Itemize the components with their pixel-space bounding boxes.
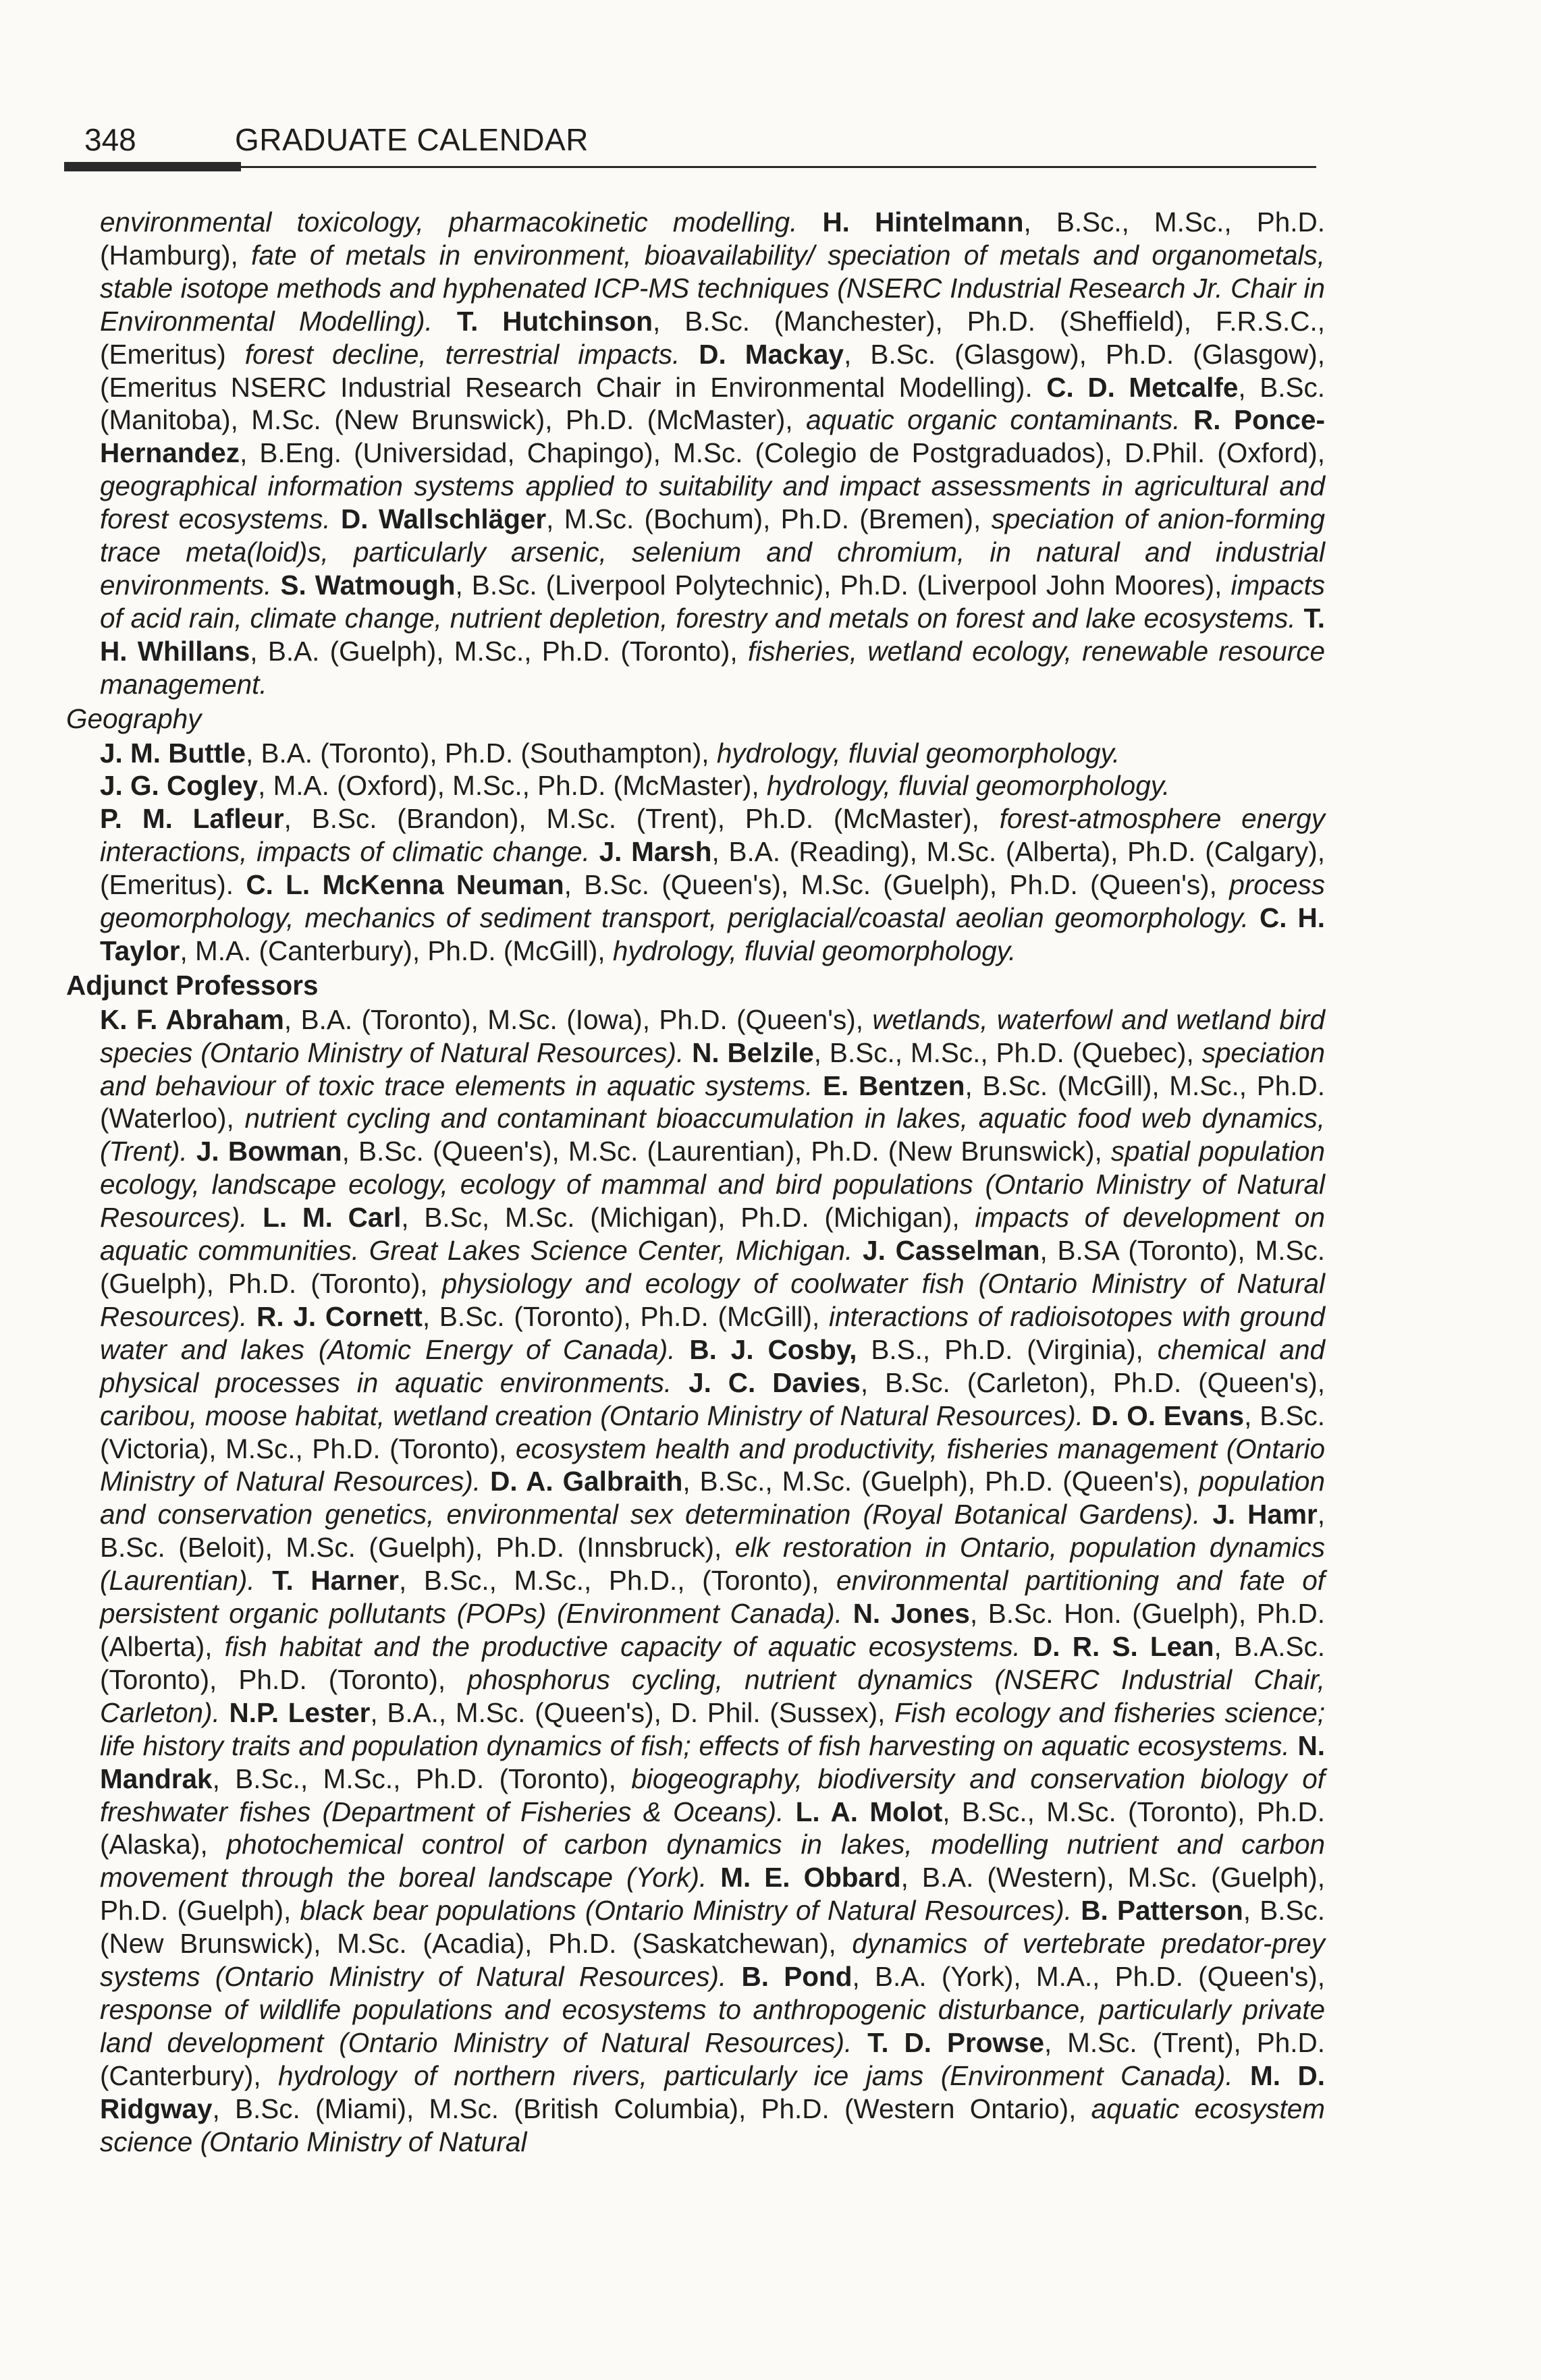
faculty-research: hydrology, fluvial geomorphology. xyxy=(766,770,1170,802)
faculty-credentials: , B.Sc. (McGill), M.Sc., Ph.D. (Waterloo), xyxy=(100,1070,1325,1134)
faculty-research: Fish ecology and fisheries science; life history traits and population dynamics of fish; effects of fish harvesting on aquatic ecosystems. xyxy=(100,1696,1325,1761)
faculty-name: D. Mackay xyxy=(699,338,844,370)
geography-paragraph xyxy=(66,737,1325,968)
faculty-credentials: , M.A. (Canterbury), Ph.D. (McGill), xyxy=(180,935,613,966)
faculty-name: B. J. Cosby, xyxy=(689,1333,857,1365)
lead-research-text: environmental toxicology, pharmacokinetic modelling. xyxy=(100,206,798,238)
faculty-name: D. Wallschläger xyxy=(341,503,547,535)
faculty-research: aquatic organic contaminants. xyxy=(806,404,1181,436)
faculty-entry xyxy=(100,1697,1325,1761)
faculty-research: dynamics of vertebrate predator-prey systems (Ontario Ministry of Natural Resources). xyxy=(100,1928,1325,1993)
faculty-research: geographical information systems applied to suitability and impact assessments in agricultural and forest ecosystems. xyxy=(100,470,1325,535)
faculty-research: population and conservation genetics, environmental sex determination (Royal Botanical Gardens). xyxy=(100,1466,1325,1530)
header-rule xyxy=(64,166,1316,168)
faculty-credentials: , B.Sc. (Toronto), Ph.D. (McGill), xyxy=(422,1300,830,1332)
faculty-credentials: , B.Sc., M.Sc. (Guelph), Ph.D. (Queen's), xyxy=(682,1466,1199,1497)
faculty-name: E. Bentzen xyxy=(822,1070,965,1101)
entries-adjunct xyxy=(100,1004,1325,2157)
faculty-name: C. D. Metcalfe xyxy=(1046,371,1239,403)
faculty-name: T. H. Whillans xyxy=(100,602,1325,667)
faculty-research: impacts of acid rain, climate change, nutrient depletion, forestry and metals on forest and lake ecosystems. xyxy=(100,569,1325,634)
faculty-research: speciation and behaviour of toxic trace elements in aquatic systems. xyxy=(100,1036,1326,1101)
faculty-credentials: , B.Sc. (Queen's), M.Sc. (Laurentian), Ph.D. (New Brunswick), xyxy=(342,1136,1111,1167)
faculty-credentials: , B.A. (Guelph), M.Sc., Ph.D. (Toronto), xyxy=(250,635,748,667)
faculty-credentials: , B.Sc. (Manitoba), M.Sc. (New Brunswick), Ph.D. (McMaster), xyxy=(100,371,1325,436)
faculty-name: D. O. Evans xyxy=(1091,1400,1245,1431)
faculty-entry xyxy=(100,770,1170,801)
running-head: GRADUATE CALENDAR xyxy=(235,122,589,157)
faculty-name: R. Ponce-Hernandez xyxy=(100,404,1325,469)
faculty-credentials: , B.Sc., M.Sc. (Toronto), Ph.D. (Alaska), xyxy=(100,1796,1325,1860)
faculty-name: M. E. Obbard xyxy=(720,1862,901,1893)
faculty-paragraph-continued xyxy=(66,206,1325,701)
faculty-credentials: , B.Sc. (Liverpool Polytechnic), Ph.D. (Liverpool John Moores), xyxy=(455,569,1231,601)
faculty-name: C. L. McKenna Neuman xyxy=(246,869,564,901)
faculty-name: J. C. Davies xyxy=(688,1366,861,1398)
faculty-name: J. G. Cogley xyxy=(100,770,259,802)
faculty-research: interactions of radioisotopes with ground water and lakes (Atomic Energy of Canada). xyxy=(100,1300,1325,1365)
faculty-credentials: , B.SA (Toronto), M.Sc. (Guelph), Ph.D. (Toronto), xyxy=(100,1235,1325,1299)
faculty-credentials: , B.Sc., M.Sc., Ph.D. (Quebec), xyxy=(813,1036,1202,1068)
faculty-name: N. Belzile xyxy=(692,1036,814,1068)
faculty-research: spatial population ecology, landscape ecology, ecology of mammal and bird populations (Ontario Ministry of Natural Resources). xyxy=(100,1136,1325,1234)
faculty-name: T. Harner xyxy=(272,1565,399,1597)
faculty-credentials: , B.Sc. (New Brunswick), M.Sc. (Acadia), Ph.D. (Saskatchewan), xyxy=(100,1895,1325,1960)
faculty-name: J. Hamr xyxy=(1212,1499,1318,1530)
faculty-research: photochemical control of carbon dynamics in lakes, modelling nutrient and carbon movement through the boreal landscape (York). xyxy=(100,1829,1325,1893)
faculty-research: wetlands, waterfowl and wetland bird species (Ontario Ministry of Natural Resources). xyxy=(100,1003,1325,1068)
faculty-credentials: , B.Sc. (Queen's), M.Sc. (Guelph), Ph.D. (Queen's), xyxy=(564,869,1230,901)
faculty-credentials: , B.A. (Reading), M.Sc. (Alberta), Ph.D. (Calgary), (Emeritus). xyxy=(100,836,1325,901)
faculty-credentials: , M.Sc. (Bochum), Ph.D. (Bremen), xyxy=(546,503,992,535)
faculty-name: B. Patterson xyxy=(1081,1895,1243,1927)
faculty-research: ecosystem health and productivity, fisheries management (Ontario Ministry of Natural Resources). xyxy=(100,1433,1325,1497)
faculty-name: J. Bowman xyxy=(196,1136,342,1167)
faculty-research: aquatic ecosystem science (Ontario Ministry of Natural xyxy=(100,2093,1326,2157)
faculty-name: R. J. Cornett xyxy=(256,1300,423,1332)
faculty-name: J. Casselman xyxy=(863,1235,1040,1267)
faculty-credentials: B.S., Ph.D. (Virginia), xyxy=(857,1333,1158,1365)
faculty-credentials: , B.A., M.Sc. (Queen's), D. Phil. (Sussex), xyxy=(370,1696,895,1728)
faculty-name: C. H. Taylor xyxy=(100,902,1325,966)
faculty-credentials: , M.Sc. (Trent), Ph.D. (Canterbury), xyxy=(100,2026,1325,2091)
faculty-name: P. M. Lafleur xyxy=(100,803,284,835)
faculty-name: N.P. Lester xyxy=(229,1696,371,1728)
entries-intro xyxy=(100,206,1325,700)
faculty-credentials: , B.Sc., M.Sc., Ph.D. (Hamburg), xyxy=(100,206,1325,271)
faculty-credentials: , B.Sc. (Beloit), M.Sc. (Guelph), Ph.D. (Innsbruck), xyxy=(100,1499,1325,1563)
faculty-credentials: , B.A. (Toronto), M.Sc. (Iowa), Ph.D. (Queen's), xyxy=(283,1003,873,1035)
faculty-name: S. Watmough xyxy=(280,569,456,601)
faculty-name: D. A. Galbraith xyxy=(490,1466,683,1497)
page-number: 348 xyxy=(84,122,136,157)
faculty-credentials: , B.Sc. (Carleton), Ph.D. (Queen's), xyxy=(860,1366,1325,1398)
faculty-name: L. M. Carl xyxy=(263,1202,402,1234)
faculty-credentials: , B.Sc. (Glasgow), Ph.D. (Glasgow), (Emeritus NSERC Industrial Research Chair in Environmental Modelling). xyxy=(100,338,1325,403)
section-heading-adjunct: Adjunct Professors xyxy=(66,969,319,1001)
entries-geography xyxy=(100,738,1325,966)
faculty-entry xyxy=(100,570,1325,634)
faculty-credentials: , B.Sc. (Manchester), Ph.D. (Sheffield), F.R.S.C., (Emeritus) xyxy=(100,305,1325,370)
faculty-research: physiology and ecology of coolwater fish (Ontario Ministry of Natural Resources). xyxy=(100,1268,1325,1332)
faculty-credentials: , B.Sc. (Miami), M.Sc. (British Columbia), Ph.D. (Western Ontario), xyxy=(212,2093,1091,2124)
faculty-credentials: , B.A. (Toronto), Ph.D. (Southampton), xyxy=(246,737,717,769)
faculty-research: fish habitat and the productive capacity of aquatic ecosystems. xyxy=(224,1630,1021,1662)
faculty-research: forest-atmosphere energy interactions, impacts of climatic change. xyxy=(100,803,1325,868)
faculty-research: hydrology, fluvial geomorphology. xyxy=(612,935,1017,966)
faculty-research: biogeography, biodiversity and conservation biology of freshwater fishes (Department of Fisheries & Oceans). xyxy=(100,1763,1325,1827)
faculty-credentials: , B.Sc. (Brandon), M.Sc. (Trent), Ph.D. (McMaster), xyxy=(283,803,1000,835)
faculty-research: environmental partitioning and fate of persistent organic pollutants (POPs) (Environment Canada). xyxy=(100,1565,1326,1630)
faculty-credentials: , M.A. (Oxford), M.Sc., Ph.D. (McMaster), xyxy=(258,770,767,802)
faculty-name: K. F. Abraham xyxy=(100,1003,284,1035)
faculty-credentials: , B.Sc. Hon. (Guelph), Ph.D. (Alberta), xyxy=(100,1598,1325,1662)
faculty-credentials: , B.A.Sc. (Toronto), Ph.D. (Toronto), xyxy=(100,1630,1325,1695)
faculty-research: hydrology, fluvial geomorphology. xyxy=(716,737,1120,769)
faculty-name: D. R. S. Lean xyxy=(1033,1630,1214,1662)
faculty-name: T. D. Prowse xyxy=(867,2026,1045,2058)
faculty-research: forest decline, terrestrial impacts. xyxy=(244,338,680,370)
adjunct-paragraph xyxy=(66,1003,1325,2159)
faculty-research: impacts of development on aquatic communities. Great Lakes Science Center, Michigan. xyxy=(100,1202,1325,1267)
faculty-name: J. M. Buttle xyxy=(100,737,246,769)
faculty-name: N. Mandrak xyxy=(100,1729,1325,1794)
faculty-research: chemical and physical processes in aquatic environments. xyxy=(100,1333,1325,1398)
faculty-name: H. Hintelmann xyxy=(822,206,1024,238)
faculty-name: T. Hutchinson xyxy=(456,305,653,337)
faculty-research: elk restoration in Ontario, population dynamics (Laurentian). xyxy=(100,1532,1325,1597)
faculty-name: M. D. Ridgway xyxy=(100,2059,1325,2124)
faculty-entry xyxy=(100,869,1325,933)
faculty-credentials: , B.Sc. (Victoria), M.Sc., Ph.D. (Toronto), xyxy=(100,1400,1325,1464)
page-body xyxy=(66,206,1325,2158)
faculty-name: N. Jones xyxy=(853,1598,970,1630)
faculty-research: speciation of anion-forming trace meta(loid)s, particularly arsenic, selenium and chromium, in natural and industrial environments. xyxy=(100,503,1326,601)
faculty-credentials: , B.Sc., M.Sc., Ph.D., (Toronto), xyxy=(398,1565,837,1597)
faculty-name: J. Marsh xyxy=(599,836,712,868)
faculty-research: fate of metals in environment, bioavailability/ speciation of metals and organometals, stable isotope methods and hyphenated ICP-MS techniques (NSERC Industrial Research Jr. Chair in Environmental Modelling). xyxy=(100,239,1325,337)
faculty-research: phosphorus cycling, nutrient dynamics (NSERC Industrial Chair, Carleton). xyxy=(100,1663,1326,1728)
faculty-research: nutrient cycling and contaminant bioaccumulation in lakes, aquatic food web dynamics, (Trent). xyxy=(100,1103,1325,1167)
faculty-name: L. A. Molot xyxy=(795,1796,943,1827)
faculty-research: black bear populations (Ontario Ministry of Natural Resources). xyxy=(300,1895,1073,1927)
faculty-credentials: , B.A. (Western), M.Sc. (Guelph), Ph.D. (Guelph), xyxy=(100,1862,1326,1927)
faculty-credentials: , B.A. (York), M.A., Ph.D. (Queen's), xyxy=(852,1961,1325,1993)
section-heading-geography: Geography xyxy=(66,702,202,734)
faculty-name: B. Pond xyxy=(741,1961,853,1993)
faculty-research: hydrology of northern rivers, particularly ice jams (Environment Canada). xyxy=(278,2059,1233,2091)
faculty-credentials: , B.Sc, M.Sc. (Michigan), Ph.D. (Michigan), xyxy=(401,1202,975,1234)
faculty-research: caribou, moose habitat, wetland creation (Ontario Ministry of Natural Resources). xyxy=(100,1400,1084,1431)
faculty-research: response of wildlife populations and ecosystems to anthropogenic disturbance, particularly private land development (Ontario Ministry of Natural Resources). xyxy=(100,1993,1325,2058)
faculty-research: process geomorphology, mechanics of sediment transport, periglacial/coastal aeolian geomorphology. xyxy=(100,869,1325,934)
faculty-credentials: , B.Sc., M.Sc., Ph.D. (Toronto), xyxy=(212,1763,632,1794)
page-header xyxy=(64,113,1316,171)
faculty-credentials: , B.Eng. (Universidad, Chapingo), M.Sc. (Colegio de Postgraduados), D.Phil. (Oxford), xyxy=(240,437,1325,469)
faculty-entry xyxy=(100,738,1120,769)
faculty-research: fisheries, wetland ecology, renewable resource management. xyxy=(100,635,1325,700)
